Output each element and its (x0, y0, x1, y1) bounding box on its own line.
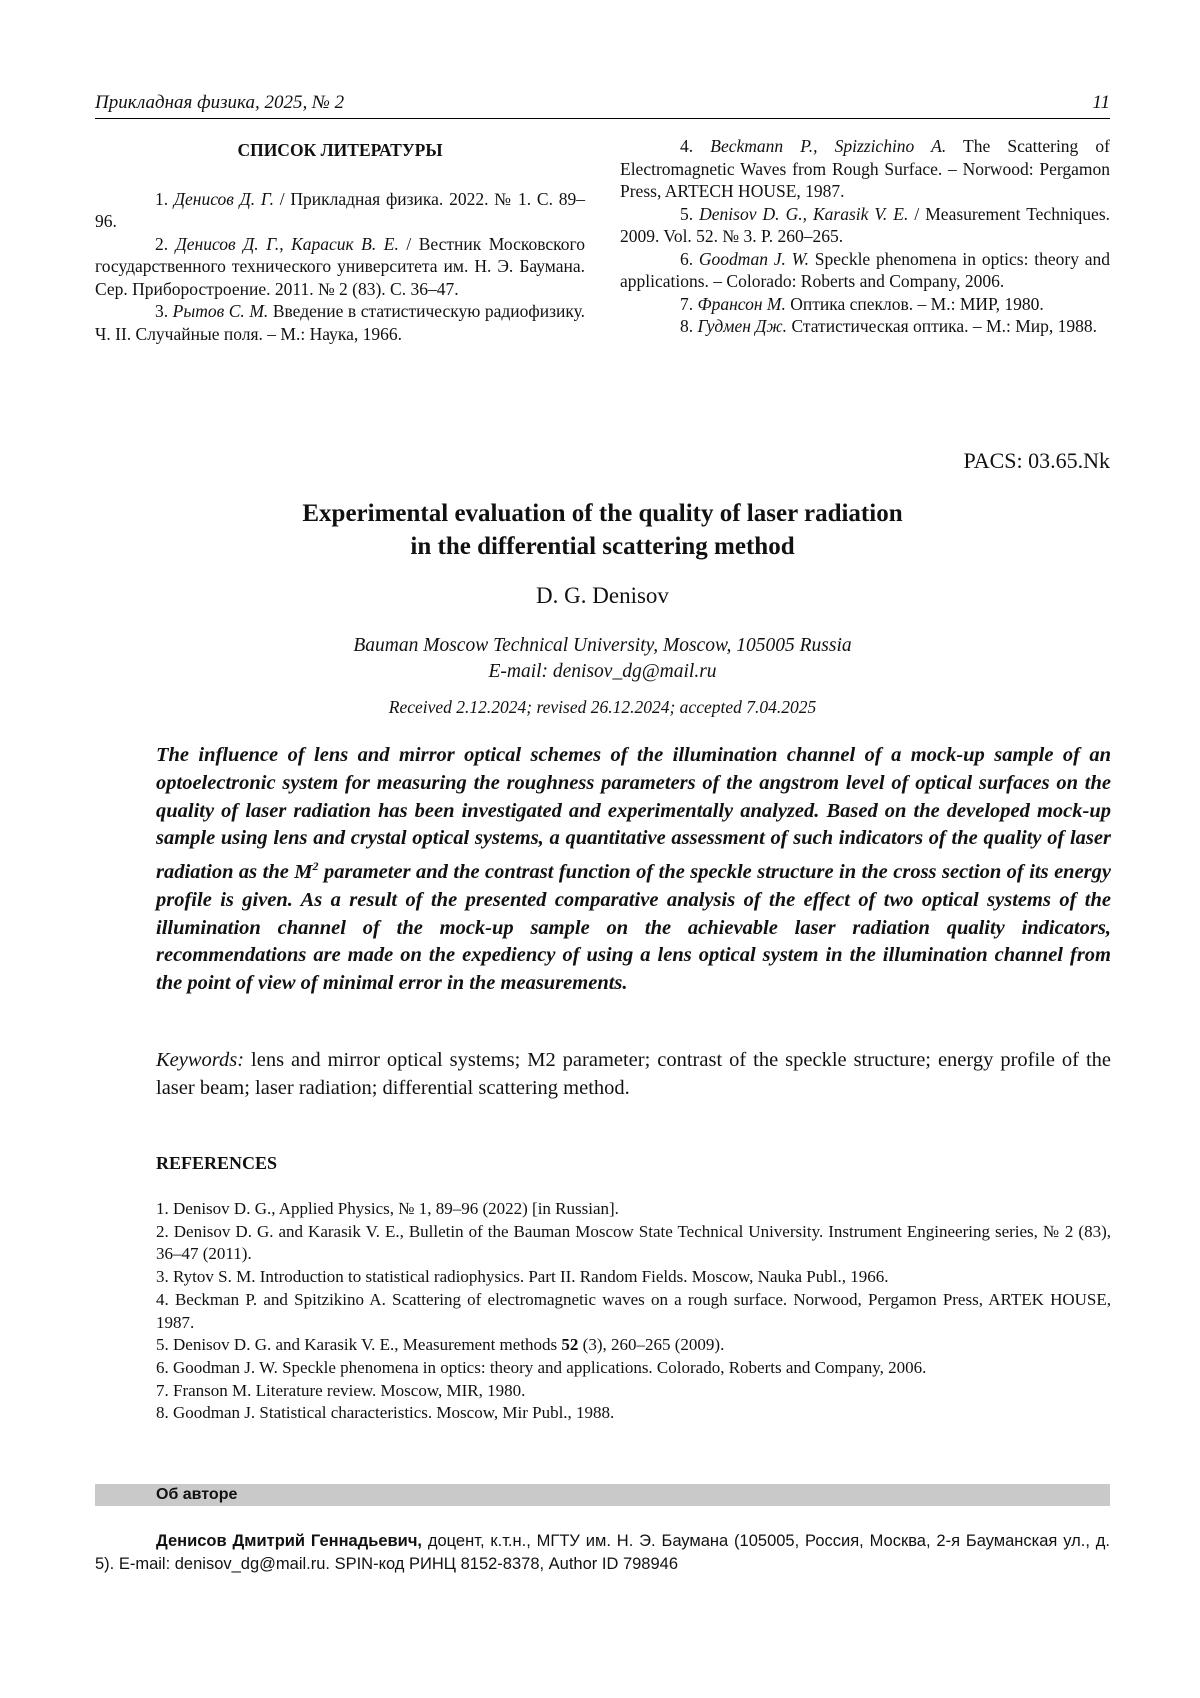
about-author-bar (95, 1484, 1110, 1506)
paper-title: Experimental evaluation of the quality of laser radiation in the differential scattering method (302, 500, 903, 560)
references-column-left (95, 135, 585, 345)
reference-item: 3. Rytov S. M. Introduction to statistical radiophysics. Part II. Random Fields. Moscow, Nauka Publ., 1966. (156, 1267, 889, 1287)
ru-ref-item: 4. Beckmann P., Spizzichino A. The Scattering of Electromagnetic Waves from Rough Surface. – Norwood: Pergamon Press, ARTECH HOUSE, 1987. (620, 136, 1111, 201)
reference-item: 1. Denisov D. G., Applied Physics, № 1, 89–96 (2022) [in Russian]. (156, 1199, 619, 1218)
ru-ref-item: 6. Goodman J. W. Speckle phenomena in optics: theory and applications. – Colorado: Roberts and Company, 2006. (620, 248, 1111, 291)
ru-ref-item: 3. Рытов С. М. Введение в статистическую радиофизику. Ч. II. Случайные поля. – М.: Наука, 1966. (95, 301, 586, 344)
reference-item: 7. Franson M. Literature review. Moscow, MIR, 1980. (156, 1380, 526, 1400)
keywords: Keywords: lens and mirror optical systems; M2 parameter; contrast of the speckle structure; energy profile of the laser beam; laser radiation; differential scattering method. (156, 1049, 1111, 1099)
abstract: The influence of lens and mirror optical schemes of the illumination channel of a mock-up sample of an optoelectronic system for measuring the roughness parameters of the angstrom level of optical surfaces on the quality of laser radiation has been investigated and experimentally analyzed. Based on the developed mock-up sample using lens and crystal optical systems, a quantitative assessment of such indicators of the quality of laser radiation as the $M^2$ parameter and the contrast function of the speckle structure in the cross section of its energy profile is given. As a result of the presented comparative analysis of the effect of two optical systems of the illumination channel of the mock-up sample on the achievable laser radiation quality indicators, recommendations are made on the expediency of using a lens optical system in the illumination channel from the point of view of minimal error in the measurements. (156, 744, 1111, 995)
author-full-name: Денисов Дмитрий Геннадьевич, (156, 1532, 422, 1550)
reference-item: 2. Denisov D. G. and Karasik V. E., Bulletin of the Bauman Moscow State Technical University. Instrument Engineering series, № 2 (83), 36–47 (2011). (156, 1221, 1111, 1264)
russian-references-heading: СПИСОК ЛИТЕРАТУРЫ (237, 140, 443, 160)
running-header (95, 92, 1110, 119)
references-list (156, 1198, 1111, 1425)
ru-ref-item: 7. Франсон М. Оптика спеклов. – М.: МИР, 1980. (680, 293, 1044, 314)
ru-ref-item: 1. Денисов Д. Г. / Прикладная физика. 2022. № 1. С. 89–96. (95, 188, 585, 231)
journal-name: Прикладная физика, 2025, № 2 (95, 92, 345, 113)
about-author-text: Денисов Дмитрий Геннадьевич, доцент, к.т.н., МГТУ им. Н. Э. Баумана (105005, Россия, Москва, 2-я Бауманская ул., д. 5). E-mail: denisov_dg@mail.ru. SPIN-код РИНЦ 8152-8378, Author ID 798946 (95, 1532, 1110, 1573)
ru-ref-item: 8. Гудмен Дж. Статистическая оптика. – М.: Мир, 1988. (680, 316, 1098, 336)
reference-item: 4. Beckman P. and Spitzikino A. Scattering of electromagnetic waves on a rough surface. Norwood, Pergamon Press, ARTEK HOUSE, 1987. (156, 1289, 1111, 1332)
references-heading: REFERENCES (156, 1153, 278, 1173)
reference-item: 5. Denisov D. G. and Karasik V. E., Measurement methods 52 (3), 260–265 (2009). (156, 1335, 725, 1355)
affiliation: Bauman Moscow Technical University, Moscow, 105005 Russia E-mail: denisov_dg@mail.ru (95, 633, 1110, 685)
reference-item: 8. Goodman J. Statistical characteristics. Moscow, Mir Publ., 1988. (156, 1403, 615, 1423)
email: E-mail: denisov_dg@mail.ru (488, 661, 717, 682)
page-number: 11 (1092, 92, 1110, 113)
reference-item: 6. Goodman J. W. Speckle phenomena in optics: theory and applications. Colorado, Roberts and Company, 2006. (156, 1357, 927, 1377)
references-column-right (620, 135, 1110, 338)
ru-ref-item: 5. Denisov D. G., Karasik V. E. / Measurement Techniques. 2009. Vol. 52. № 3. P. 260–265. (620, 203, 1111, 246)
pacs-code: PACS: 03.65.Nk (963, 448, 1110, 473)
russian-references (95, 135, 1110, 395)
submission-dates: Received 2.12.2024; revised 26.12.2024; accepted 7.04.2025 (388, 697, 817, 717)
ru-ref-item: 2. Денисов Д. Г., Карасик В. Е. / Вестник Московского государственного технического университета им. Н. Э. Баумана. Сер. Приборостроение. 2011. № 2 (83). С. 36–47. (95, 233, 585, 299)
keywords-label: Keywords: (156, 1049, 245, 1071)
author-name: D. G. Denisov (536, 583, 669, 608)
about-author-heading: Об авторе (156, 1486, 238, 1503)
